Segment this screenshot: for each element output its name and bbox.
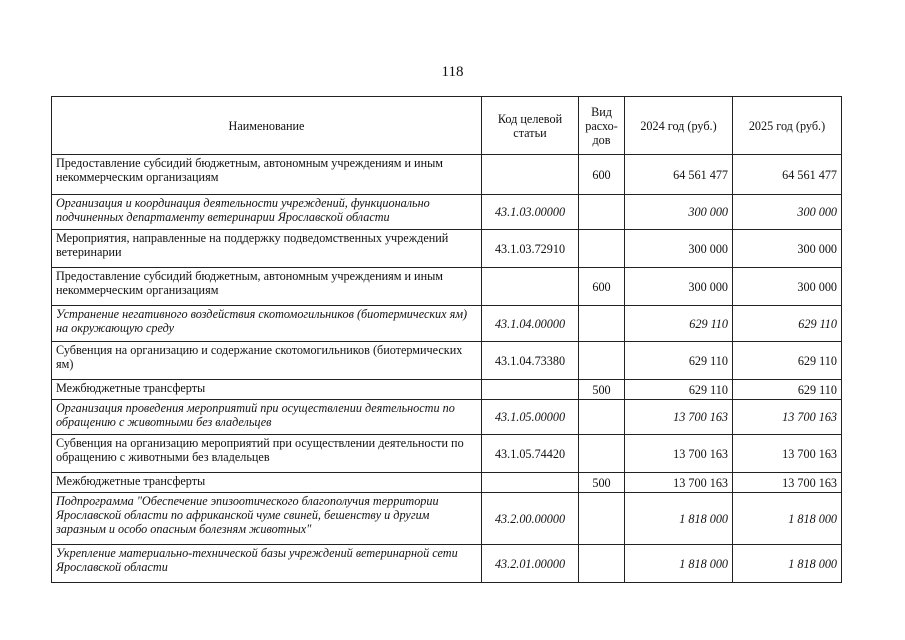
row-2025-cell: 629 110 (733, 342, 842, 380)
row-expense-type-cell (579, 195, 625, 230)
row-name-cell: Межбюджетные трансферты (52, 473, 482, 493)
budget-table (51, 96, 842, 583)
row-expense-type-cell (579, 435, 625, 473)
row-name-cell: Предоставление субсидий бюджетным, автономным учреждениям и иным некоммерческим организациям (52, 268, 482, 306)
table-row (52, 268, 842, 306)
row-name-cell: Предоставление субсидий бюджетным, автономным учреждениям и иным некоммерческим организациям (52, 155, 482, 195)
row-expense-type-cell: 600 (579, 268, 625, 306)
header-2025: 2025 год (руб.) (733, 97, 842, 155)
row-2024-cell: 300 000 (625, 268, 733, 306)
row-2025-cell: 1 818 000 (733, 493, 842, 545)
table-row (52, 380, 842, 400)
table-row (52, 195, 842, 230)
row-2025-cell: 300 000 (733, 268, 842, 306)
row-code-cell (482, 155, 579, 195)
row-code-cell: 43.1.03.00000 (482, 195, 579, 230)
row-2024-cell: 1 818 000 (625, 493, 733, 545)
row-name-cell: Межбюджетные трансферты (52, 380, 482, 400)
row-2024-cell: 13 700 163 (625, 400, 733, 435)
row-name-cell: Субвенция на организацию мероприятий при осуществлении деятельности по обращению с животными без владельцев (52, 435, 482, 473)
row-code-cell (482, 473, 579, 493)
table-row (52, 155, 842, 195)
row-code-cell: 43.2.00.00000 (482, 493, 579, 545)
row-expense-type-cell (579, 342, 625, 380)
row-expense-type-cell: 500 (579, 380, 625, 400)
row-expense-type-cell (579, 545, 625, 583)
row-name-cell: Организация проведения мероприятий при осуществлении деятельности по обращению с животными без владельцев (52, 400, 482, 435)
row-2024-cell: 13 700 163 (625, 473, 733, 493)
row-2025-cell: 300 000 (733, 195, 842, 230)
row-expense-type-cell: 500 (579, 473, 625, 493)
row-2025-cell: 13 700 163 (733, 473, 842, 493)
row-2024-cell: 629 110 (625, 342, 733, 380)
row-name-cell: Мероприятия, направленные на поддержку подведомственных учреждений ветеринарии (52, 230, 482, 268)
row-2025-cell: 1 818 000 (733, 545, 842, 583)
table-body (52, 155, 842, 583)
row-2024-cell: 629 110 (625, 380, 733, 400)
row-expense-type-cell (579, 306, 625, 342)
row-2025-cell: 13 700 163 (733, 400, 842, 435)
row-code-cell: 43.1.03.72910 (482, 230, 579, 268)
table-row (52, 306, 842, 342)
row-code-cell: 43.2.01.00000 (482, 545, 579, 583)
row-2025-cell: 629 110 (733, 306, 842, 342)
row-2025-cell: 300 000 (733, 230, 842, 268)
table-row (52, 473, 842, 493)
header-expense-type: Вид расхо-дов (579, 97, 625, 155)
row-2025-cell: 629 110 (733, 380, 842, 400)
row-code-cell: 43.1.04.73380 (482, 342, 579, 380)
row-name-cell: Укрепление материально-технической базы учреждений ветеринарной сети Ярославской области (52, 545, 482, 583)
row-name-cell: Организация и координация деятельности учреждений, функционально подчиненных департаменту ветеринарии Ярославской области (52, 195, 482, 230)
table-row (52, 400, 842, 435)
row-2024-cell: 629 110 (625, 306, 733, 342)
table-row (52, 342, 842, 380)
row-2024-cell: 64 561 477 (625, 155, 733, 195)
row-name-cell: Подпрограмма "Обеспечение эпизоотического благополучия территории Ярославской области по африканской чуме свиней, бешенству и другим заразным и особо опасным болезням животных" (52, 493, 482, 545)
row-2025-cell: 13 700 163 (733, 435, 842, 473)
header-name: Наименование (52, 97, 482, 155)
page-number: 118 (441, 64, 464, 80)
header-2024: 2024 год (руб.) (625, 97, 733, 155)
table-row (52, 493, 842, 545)
row-code-cell: 43.1.05.74420 (482, 435, 579, 473)
row-name-cell: Субвенция на организацию и содержание скотомогильников (биотермических ям) (52, 342, 482, 380)
header-code: Код целевой статьи (482, 97, 579, 155)
table-header-row (52, 97, 842, 155)
row-code-cell: 43.1.04.00000 (482, 306, 579, 342)
row-2024-cell: 13 700 163 (625, 435, 733, 473)
row-expense-type-cell (579, 400, 625, 435)
row-code-cell (482, 380, 579, 400)
row-2024-cell: 300 000 (625, 230, 733, 268)
row-2024-cell: 300 000 (625, 195, 733, 230)
table-row (52, 230, 842, 268)
row-2024-cell: 1 818 000 (625, 545, 733, 583)
row-code-cell: 43.1.05.00000 (482, 400, 579, 435)
table-row (52, 545, 842, 583)
row-expense-type-cell (579, 493, 625, 545)
row-expense-type-cell: 600 (579, 155, 625, 195)
row-name-cell: Устранение негативного воздействия скотомогильников (биотермических ям) на окружающую среду (52, 306, 482, 342)
row-2025-cell: 64 561 477 (733, 155, 842, 195)
row-code-cell (482, 268, 579, 306)
row-expense-type-cell (579, 230, 625, 268)
table-row (52, 435, 842, 473)
